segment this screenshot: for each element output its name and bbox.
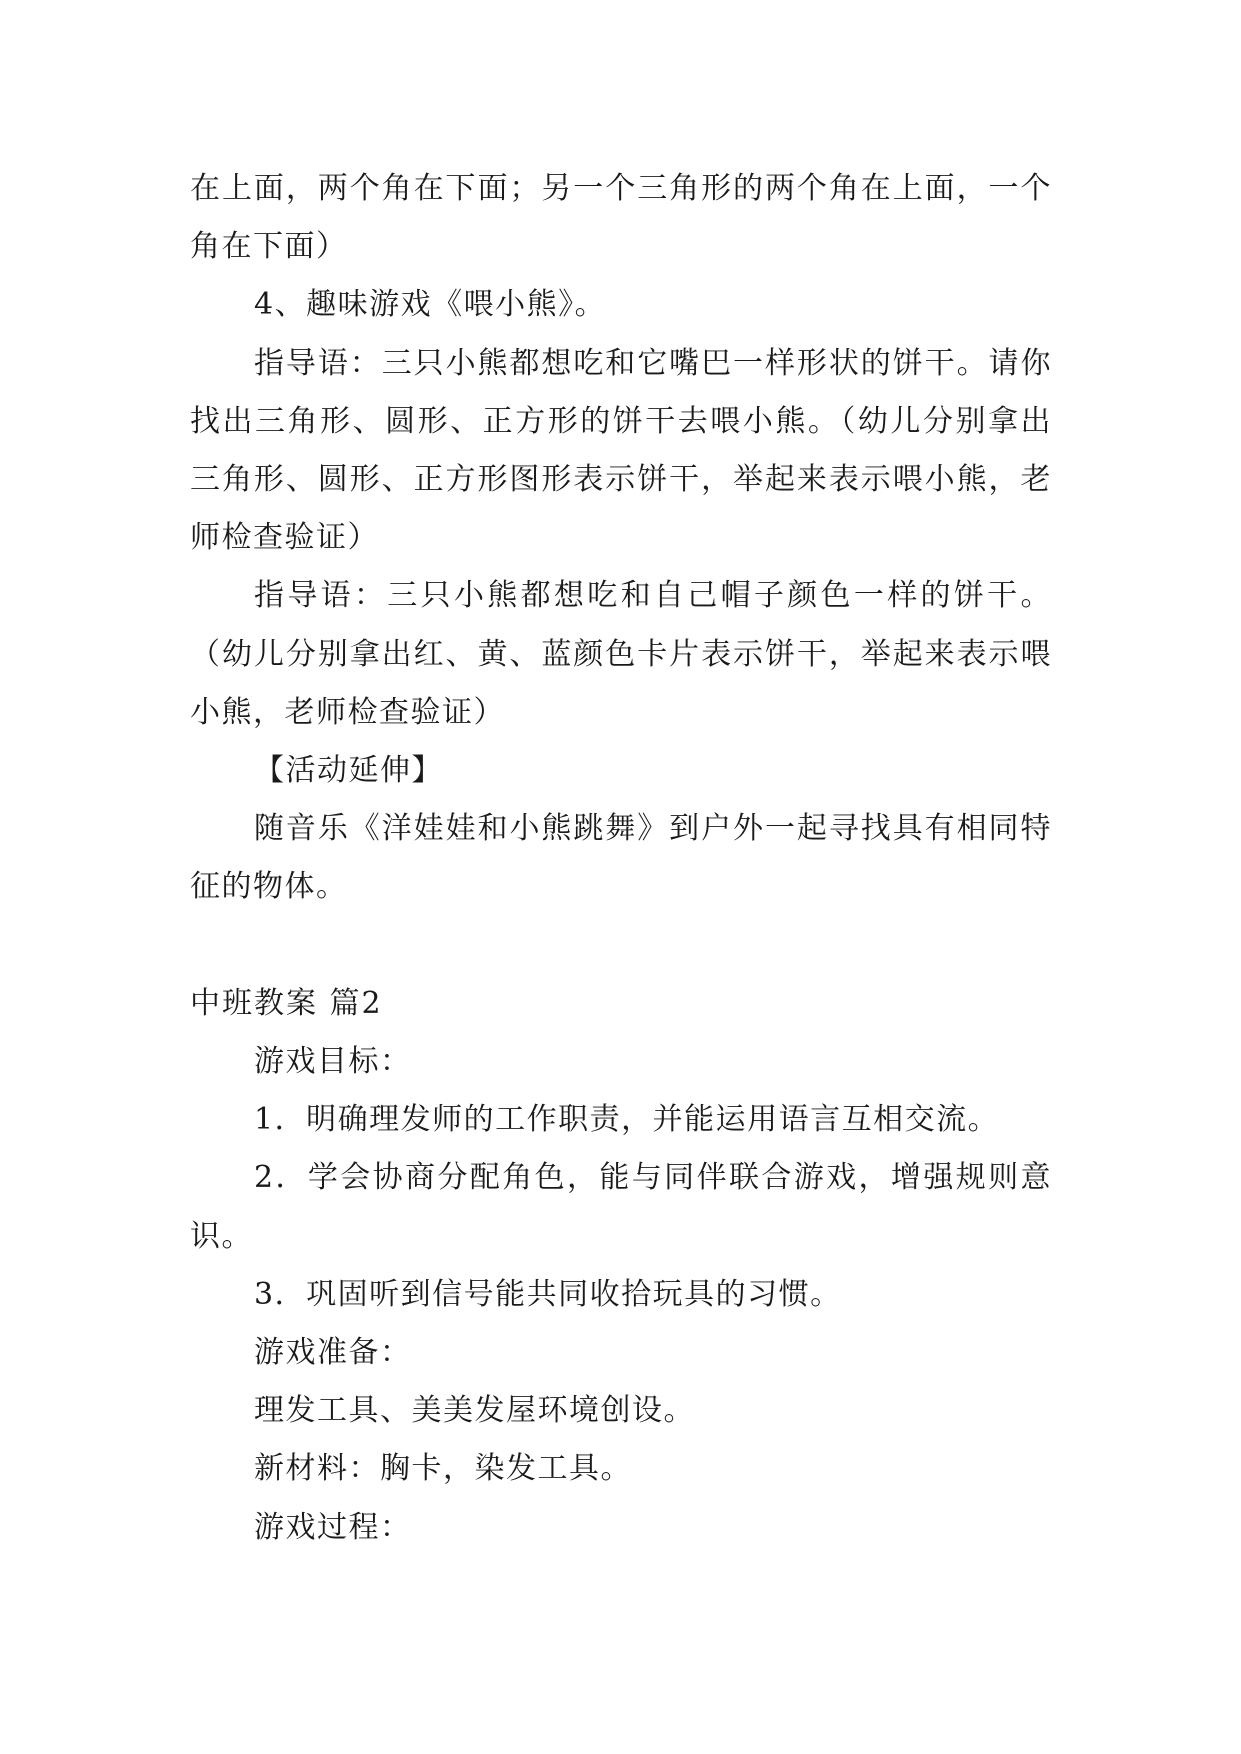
paragraph-preparation-label: 游戏准备： <box>254 1335 412 1371</box>
paragraph-activity-extension-heading: 【活动延伸】 <box>254 753 443 789</box>
paragraph-activity-extension: 随音乐《洋娃娃和小熊跳舞》到户外一起寻找具有相同特征的物体。 <box>190 811 1052 905</box>
paragraph-process-label: 游戏过程： <box>254 1509 412 1545</box>
paragraph-preparation-tools: 理发工具、美美发屋环境创设。 <box>254 1393 695 1429</box>
document-body <box>190 160 1052 1557</box>
section-heading: 中班教案 篇2 <box>190 985 383 1021</box>
paragraph-instruction-colors: 指导语：三只小熊都想吃和自己帽子颜色一样的饼干。（幼儿分别拿出红、黄、蓝颜色卡片表示饼干，举起来表示喂小熊，老师检查验证） <box>190 578 1052 730</box>
paragraph-continuation: 在上面，两个角在下面；另一个三角形的两个角在上面，一个角在下面） <box>190 171 1052 265</box>
paragraph-game-goals-label: 游戏目标： <box>254 1044 412 1080</box>
paragraph-game-title: 4、趣味游戏《喂小熊》。 <box>254 287 607 323</box>
paragraph-new-materials: 新材料：胸卡，染发工具。 <box>254 1451 632 1487</box>
paragraph-goal-1: 1．明确理发师的工作职责，并能运用语言互相交流。 <box>254 1102 1000 1138</box>
paragraph-goal-2: 2．学会协商分配角色，能与同伴联合游戏，增强规则意识。 <box>190 1160 1052 1254</box>
paragraph-instruction-shapes: 指导语：三只小熊都想吃和它嘴巴一样形状的饼干。请你找出三角形、圆形、正方形的饼干去喂小熊。（幼儿分别拿出三角形、圆形、正方形图形表示饼干，举起来表示喂小熊，老师检查验证） <box>190 345 1052 556</box>
paragraph-goal-3: 3．巩固听到信号能共同收拾玩具的习惯。 <box>254 1276 842 1312</box>
